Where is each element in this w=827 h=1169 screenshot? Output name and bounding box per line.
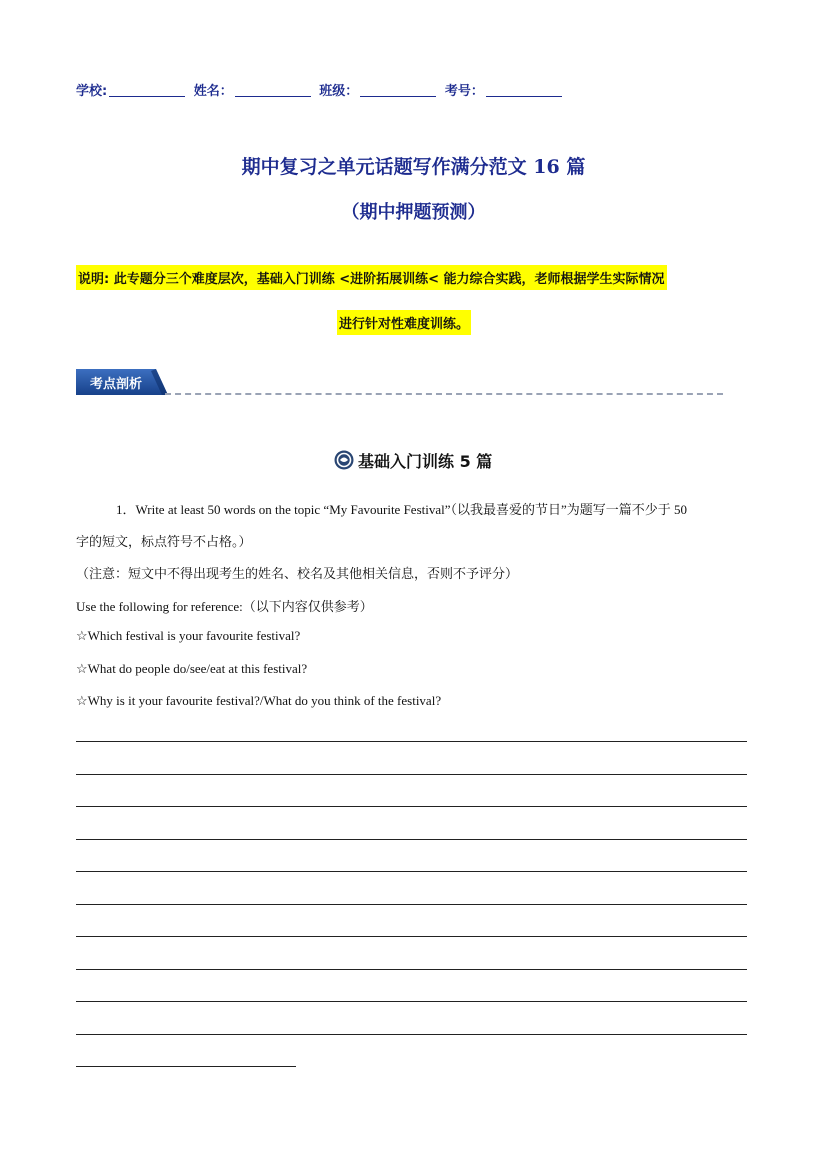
exam-number-label: 考号： xyxy=(444,84,484,99)
writing-line[interactable] xyxy=(76,806,747,807)
writing-line[interactable] xyxy=(76,871,747,872)
school-blank[interactable] xyxy=(109,82,185,97)
question-reference: Use the following for reference:（以下内容仅供参考） xyxy=(76,599,373,614)
prompt-item: ☆Why is it your favourite festival?/What do you think of the festival? xyxy=(76,693,442,708)
writing-line[interactable] xyxy=(76,1034,747,1035)
instruction-note-line-1: 说明: 此专题分三个难度层次，基础入门训练 <进阶拓展训练< 能力综合实践，老师根据学生实际情况 xyxy=(76,265,667,290)
exam-number-blank[interactable] xyxy=(486,82,562,97)
round-badge-icon xyxy=(334,450,354,470)
question-notice: （注意：短文中不得出现考生的姓名、校名及其他相关信息，否则不予评分） xyxy=(76,566,519,581)
school-label: 学校: xyxy=(76,84,108,99)
instruction-note-line-2: 进行针对性难度训练。 xyxy=(337,310,471,335)
writing-line[interactable] xyxy=(76,839,747,840)
page-subtitle: （期中押题预测） xyxy=(341,202,486,223)
name-blank[interactable] xyxy=(235,82,311,97)
subsection-heading xyxy=(334,447,492,473)
writing-line[interactable] xyxy=(76,969,747,970)
section-banner-label: 考点剖析 xyxy=(90,377,143,392)
writing-line[interactable] xyxy=(76,936,747,937)
question-line-1: 1．Write at least 50 words on the topic “My Favourite Festival”（以我最喜爱的节日”为题写一篇不少于 50 xyxy=(116,502,688,517)
name-label: 姓名： xyxy=(193,84,233,99)
question-line-2: 字的短文，标点符号不占格。） xyxy=(76,534,252,549)
writing-line-short[interactable] xyxy=(76,1066,296,1067)
prompt-item: ☆Which festival is your favourite festival? xyxy=(76,628,301,643)
writing-line[interactable] xyxy=(76,741,747,742)
class-label: 班级： xyxy=(319,84,359,99)
prompt-item: ☆What do people do/see/eat at this festival? xyxy=(76,661,308,676)
student-info-line xyxy=(76,80,566,99)
class-blank[interactable] xyxy=(360,82,436,97)
section-divider xyxy=(165,393,723,395)
writing-line[interactable] xyxy=(76,774,747,775)
subsection-title: 基础入门训练 5 篇 xyxy=(358,451,493,471)
section-banner xyxy=(76,369,168,395)
writing-line[interactable] xyxy=(76,904,747,905)
writing-line[interactable] xyxy=(76,1001,747,1002)
page-title: 期中复习之单元话题写作满分范文 16 篇 xyxy=(241,156,586,178)
